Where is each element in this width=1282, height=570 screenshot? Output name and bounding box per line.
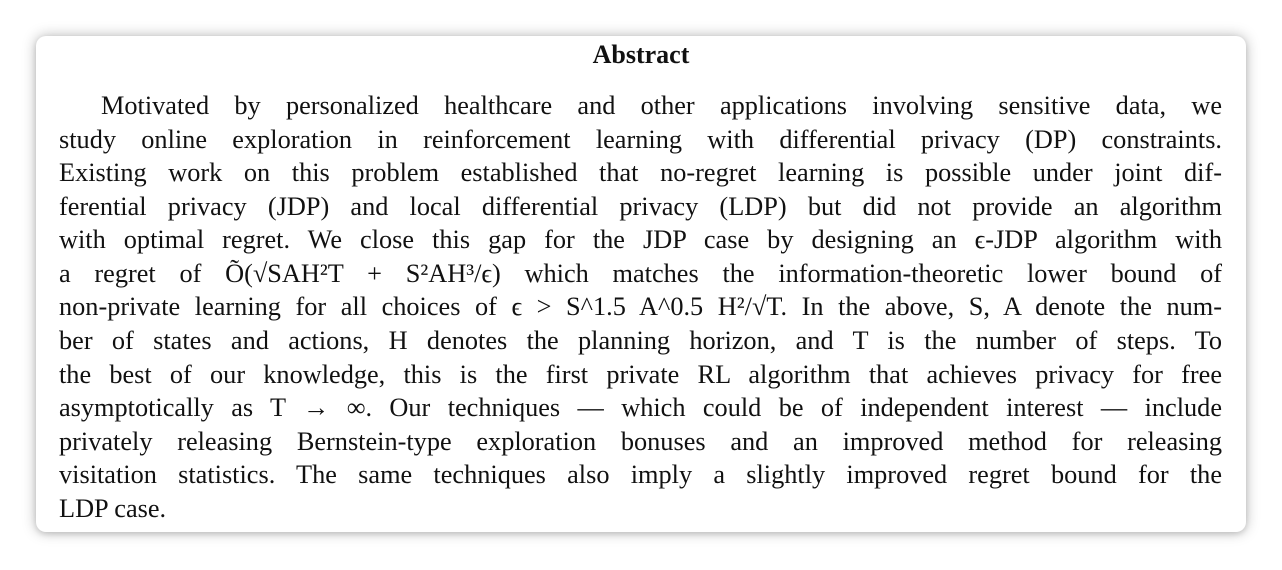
abstract-line: study online exploration in reinforcement learning with differential privacy (DP) constraints. [59,125,1222,154]
abstract-line: with optimal regret. We close this gap for the JDP case by designing an ϵ-JDP algorithm with [59,225,1222,254]
abstract-line: Existing work on this problem established that no-regret learning is possible under joint dif- [59,158,1222,187]
abstract-line: asymptotically as T → ∞. Our techniques — which could be of independent interest — include [59,393,1222,422]
abstract-line: LDP case. [59,494,167,523]
abstract-line: Motivated by personalized healthcare and other applications involving sensitive data, we [101,91,1222,120]
abstract-line: the best of our knowledge, this is the first private RL algorithm that achieves privacy for free [59,360,1222,389]
abstract-line: privately releasing Bernstein-type exploration bonuses and an improved method for releasing [59,427,1222,456]
abstract-line: ferential privacy (JDP) and local differential privacy (LDP) but did not provide an algorithm [59,192,1222,221]
abstract-title: Abstract [592,40,690,69]
abstract-line: visitation statistics. The same techniques also imply a slightly improved regret bound for the [59,460,1222,489]
abstract-card [36,36,1246,532]
abstract-line: ber of states and actions, H denotes the planning horizon, and T is the number of steps. To [59,326,1222,355]
abstract-line: a regret of Õ(√SAH²T + S²AH³/ϵ) which matches the information-theoretic lower bound of [59,259,1222,288]
abstract-line: non-private learning for all choices of ϵ > S^1.5 A^0.5 H²/√T. In the above, S, A denote the num- [59,292,1222,321]
